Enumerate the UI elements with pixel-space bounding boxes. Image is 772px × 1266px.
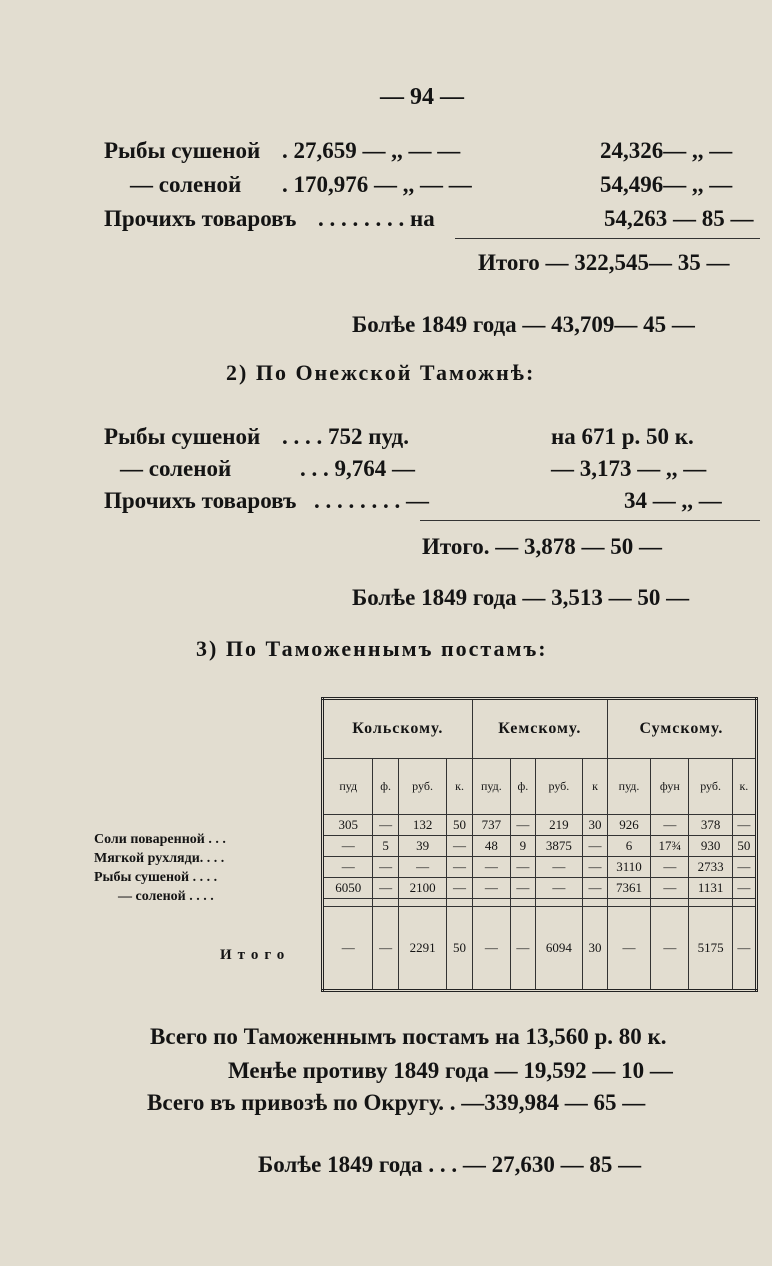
table-cell: — xyxy=(651,878,689,899)
table-cell: 2733 xyxy=(689,857,732,878)
s3-heading: 3) По Таможеннымъ постамъ: xyxy=(196,636,548,661)
s3-total-label: Итого xyxy=(220,947,291,963)
s1-row-2-qty: . 170,976 — ,, — — xyxy=(282,172,472,197)
s2-row-2-amount: — 3,173 — ,, — xyxy=(551,456,707,481)
table-total-cell: 2291 xyxy=(398,907,447,991)
table-cell xyxy=(583,899,608,907)
table-cell: 39 xyxy=(398,836,447,857)
table-total-cell: — xyxy=(373,907,398,991)
s1-total-rule xyxy=(455,238,760,239)
subheader: руб. xyxy=(689,759,732,815)
table-row xyxy=(323,836,757,857)
table-cell: 50 xyxy=(732,836,756,857)
table-cell: — xyxy=(447,857,472,878)
table-cell xyxy=(323,899,373,907)
table-total-cell: 6094 xyxy=(535,907,583,991)
subheader: пуд xyxy=(323,759,373,815)
subheader: ф. xyxy=(373,759,398,815)
s1-row-3-amount: 54,263 — 85 — xyxy=(604,206,754,231)
table-total-cell: 30 xyxy=(583,907,608,991)
table-cell: 926 xyxy=(607,815,650,836)
group-header-kem: Кемскому. xyxy=(472,699,607,759)
table-cell xyxy=(651,899,689,907)
table-cell: — xyxy=(651,815,689,836)
s3-row-label-3: Рыбы сушеной . . . . xyxy=(94,870,218,885)
table-cell: — xyxy=(732,857,756,878)
table-total-cell: — xyxy=(732,907,756,991)
table-cell: 30 xyxy=(583,815,608,836)
s2-row-3-amount: 34 — ,, — xyxy=(624,488,722,513)
table-cell: — xyxy=(398,857,447,878)
s1-row-1-amount: 24,326— ,, — xyxy=(600,138,733,163)
table-cell xyxy=(447,899,472,907)
table-total-cell: — xyxy=(472,907,510,991)
table-cell: 48 xyxy=(472,836,510,857)
table-cell: — xyxy=(323,836,373,857)
page-number: — 94 — xyxy=(380,84,464,110)
subheader: к xyxy=(583,759,608,815)
table-cell: 2100 xyxy=(398,878,447,899)
s2-row-3-qty: . . . . . . . . — xyxy=(314,488,429,513)
subheader: фун xyxy=(651,759,689,815)
s1-row-3-label: Прочихъ товаровъ xyxy=(104,206,297,231)
subheader: ф. xyxy=(511,759,536,815)
table-cell xyxy=(472,899,510,907)
table-cell: — xyxy=(535,857,583,878)
summary-line-3: Всего въ привозѣ по Округу. . —339,984 — 65 — xyxy=(147,1090,646,1115)
table-cell: — xyxy=(732,815,756,836)
s2-row-2-qty: . . . 9,764 — xyxy=(300,456,415,481)
table-cell: 1131 xyxy=(689,878,732,899)
subheader: пуд. xyxy=(607,759,650,815)
s3-row-label-2: Мягкой рухляди. . . . xyxy=(94,851,225,866)
s1-more: Болѣе 1849 года — 43,709— 45 — xyxy=(352,312,695,337)
table-cell: — xyxy=(511,878,536,899)
s2-row-3-label: Прочихъ товаровъ xyxy=(104,488,297,513)
table-total-cell: — xyxy=(607,907,650,991)
s2-total-rule xyxy=(420,520,760,521)
s2-total: Итого. — 3,878 — 50 — xyxy=(422,534,663,559)
table-cell: — xyxy=(472,857,510,878)
table-cell: — xyxy=(583,857,608,878)
table-cell: — xyxy=(535,878,583,899)
table-cell: 3875 xyxy=(535,836,583,857)
table-row xyxy=(323,815,757,836)
table-cell: 9 xyxy=(511,836,536,857)
table-cell xyxy=(398,899,447,907)
s2-row-1-amount: на 671 р. 50 к. xyxy=(551,424,694,449)
table-total-cell: 5175 xyxy=(689,907,732,991)
subheader: руб. xyxy=(398,759,447,815)
s1-total: Итого — 322,545— 35 — xyxy=(478,250,730,275)
s1-row-1-label: Рыбы сушеной xyxy=(104,138,261,163)
table-cell xyxy=(535,899,583,907)
table-cell xyxy=(373,899,398,907)
table-cell: 5 xyxy=(373,836,398,857)
table-cell: — xyxy=(323,857,373,878)
table-total-cell: 50 xyxy=(447,907,472,991)
summary-line-4: Болѣе 1849 года . . . — 27,630 — 85 — xyxy=(258,1152,642,1177)
s1-row-2-amount: 54,496— ,, — xyxy=(600,172,733,197)
table-cell: — xyxy=(472,878,510,899)
table-cell: 219 xyxy=(535,815,583,836)
table-cell: 3110 xyxy=(607,857,650,878)
table-cell: 737 xyxy=(472,815,510,836)
table-cell: 930 xyxy=(689,836,732,857)
customs-posts-table xyxy=(321,697,758,992)
table-cell: — xyxy=(373,878,398,899)
table-row xyxy=(323,857,757,878)
s3-row-label-1: Соли поваренной . . . xyxy=(94,832,226,847)
table-total-cell: — xyxy=(511,907,536,991)
table-cell: — xyxy=(511,815,536,836)
table-cell: — xyxy=(583,878,608,899)
table-cell: 17¾ xyxy=(651,836,689,857)
table-total-row xyxy=(323,907,757,991)
table-cell: — xyxy=(583,836,608,857)
table-total-cell: — xyxy=(323,907,373,991)
table-cell: — xyxy=(732,878,756,899)
subheader: руб. xyxy=(535,759,583,815)
table-cell: — xyxy=(373,857,398,878)
table-total-cell: — xyxy=(651,907,689,991)
table-cell: — xyxy=(447,878,472,899)
table-cell: 6 xyxy=(607,836,650,857)
s2-heading: 2) По Онежской Таможнѣ: xyxy=(226,360,536,385)
s2-row-1-qty: . . . . 752 пуд. xyxy=(282,424,409,449)
table-gap-row xyxy=(323,899,757,907)
subheader: к. xyxy=(732,759,756,815)
table-cell: — xyxy=(651,857,689,878)
s2-row-1-label: Рыбы сушеной xyxy=(104,424,261,449)
table-cell: — xyxy=(373,815,398,836)
table-cell: 50 xyxy=(447,815,472,836)
table-cell xyxy=(689,899,732,907)
table-cell: 378 xyxy=(689,815,732,836)
s3-row-label-4: — соленой . . . . xyxy=(118,889,214,904)
s2-row-2-label: — соленой xyxy=(120,456,232,481)
table-cell: 132 xyxy=(398,815,447,836)
table-cell: 6050 xyxy=(323,878,373,899)
subheader: пуд. xyxy=(472,759,510,815)
s2-more: Болѣе 1849 года — 3,513 — 50 — xyxy=(352,585,690,610)
table-cell: — xyxy=(447,836,472,857)
table-row xyxy=(323,878,757,899)
table-cell xyxy=(732,899,756,907)
s1-row-2-label: — соленой xyxy=(130,172,242,197)
subheader: к. xyxy=(447,759,472,815)
table-cell: — xyxy=(511,857,536,878)
summary-line-2: Менѣе противу 1849 года — 19,592 — 10 — xyxy=(228,1058,673,1083)
table-cell: 7361 xyxy=(607,878,650,899)
group-header-sumy: Сумскому. xyxy=(607,699,756,759)
s1-row-3-qty: . . . . . . . . на xyxy=(318,206,435,231)
group-header-kola: Кольскому. xyxy=(323,699,473,759)
table-cell: 305 xyxy=(323,815,373,836)
s1-row-1-qty: . 27,659 — ,, — — xyxy=(282,138,461,163)
table-cell xyxy=(511,899,536,907)
table-cell xyxy=(607,899,650,907)
summary-line-1: Всего по Таможеннымъ постамъ на 13,560 р. 80 к. xyxy=(150,1024,667,1049)
